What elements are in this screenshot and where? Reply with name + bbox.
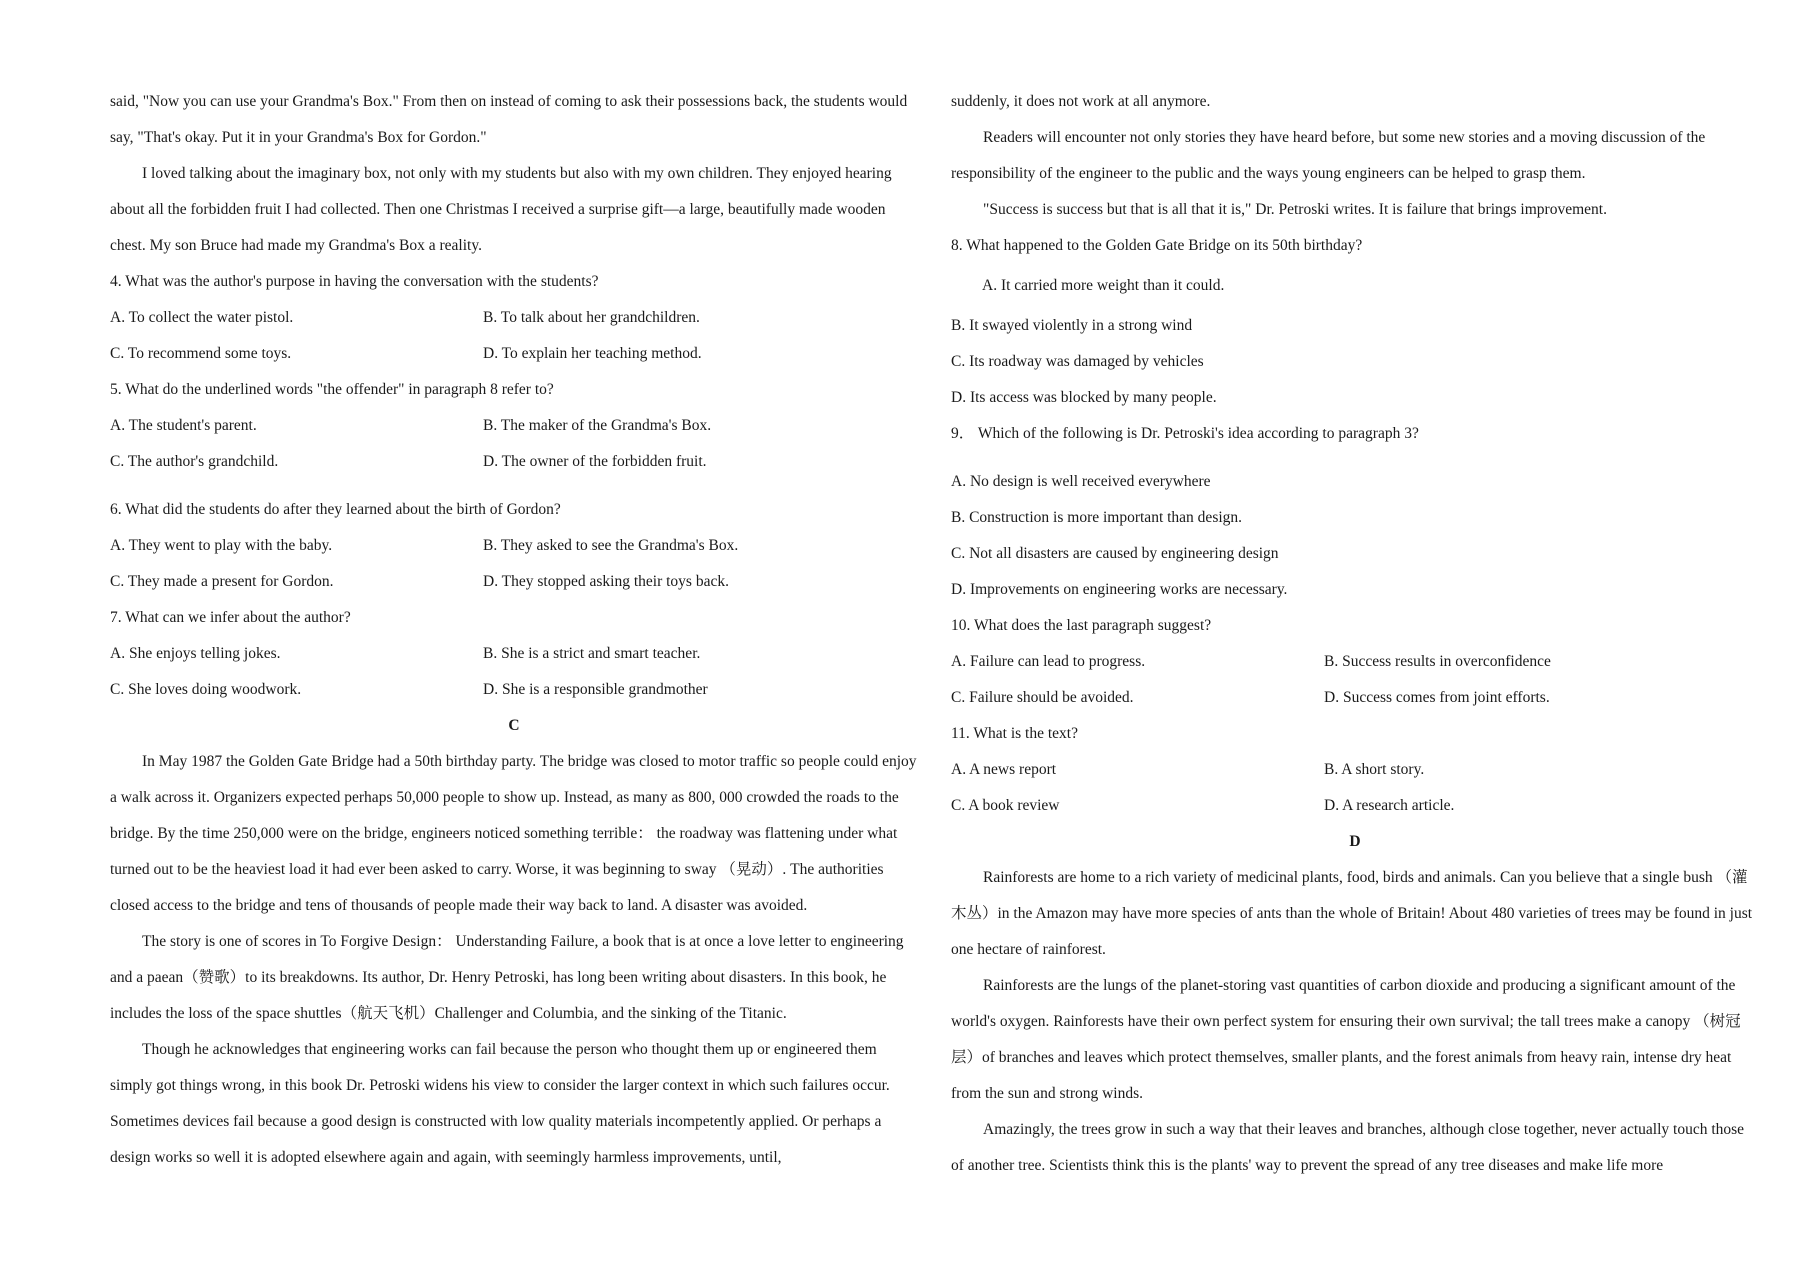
question-stem: 8. What happened to the Golden Gate Bridge on its 50th birthday? xyxy=(951,237,1363,254)
option-b: B. The maker of the Grandma's Box. xyxy=(483,417,712,434)
question-8 xyxy=(951,228,1759,416)
option-c: C. To recommend some toys. xyxy=(110,345,292,362)
option-c: C. Its roadway was damaged by vehicles xyxy=(951,353,1204,370)
question-9 xyxy=(951,416,1759,608)
paragraph-d2: Rainforests are the lungs of the planet-storing vast quantities of carbon dioxide and producing a significant amount of the world's oxygen. Rainforests have their own perfect system for ensuring their own survival; the tall trees make a canopy （树冠层）of branches and leaves which protect themselves, smaller plants, and the forest animals from heavy rain, intense dry heat from the sun and strong winds. xyxy=(951,977,1741,1102)
option-d: D. To explain her teaching method. xyxy=(483,345,702,362)
paragraph-readers: Readers will encounter not only stories they have heard before, but some new stories and a moving discussion of the responsibility of the engineer to the public and the ways young engineers can be helped to grasp them. xyxy=(951,129,1706,182)
option-b: B. She is a strict and smart teacher. xyxy=(483,645,701,662)
option-d: D. They stopped asking their toys back. xyxy=(483,573,729,590)
option-a: A. The student's parent. xyxy=(110,417,257,434)
question-stem: 11. What is the text? xyxy=(951,725,1078,742)
option-c: C. The author's grandchild. xyxy=(110,453,279,470)
option-d: D. Improvements on engineering works are necessary. xyxy=(951,581,1288,598)
option-c: C. She loves doing woodwork. xyxy=(110,681,302,698)
paragraph-c3: Though he acknowledges that engineering works can fail because the person who thought them up or engineered them simply got things wrong, in this book Dr. Petroski widens his view to consider the larger context in which such failures occur. Sometimes devices fail because a good design is constructed with low quality materials incompetently applied. Or perhaps a design works so well it is adopted elsewhere again and again, with seemingly harmless improvements, until, xyxy=(110,1041,890,1166)
question-stem: 6. What did the students do after they learned about the birth of Gordon? xyxy=(110,501,561,518)
option-b: B. To talk about her grandchildren. xyxy=(483,309,700,326)
option-b: B. They asked to see the Grandma's Box. xyxy=(483,537,739,554)
paragraph-d1: Rainforests are home to a rich variety of medicinal plants, food, birds and animals. Can you believe that a single bush （灌木丛）in the Amazon may have more species of ants than the whole of Britain! About 480 varieties of trees may be found in just one hectare of rainforest. xyxy=(951,869,1753,958)
option-b: B. Success results in overconfidence xyxy=(1324,653,1551,670)
option-a: A. No design is well received everywhere xyxy=(951,473,1211,490)
option-c: C. Not all disasters are caused by engineering design xyxy=(951,545,1279,562)
option-b: B. A short story. xyxy=(1324,761,1425,778)
paragraph-continued: suddenly, it does not work at all anymore. xyxy=(951,93,1211,110)
question-10 xyxy=(951,608,1759,716)
option-a: A. They went to play with the baby. xyxy=(110,537,333,554)
question-stem: 5. What do the underlined words "the offender" in paragraph 8 refer to? xyxy=(110,381,554,398)
question-stem: 10. What does the last paragraph suggest? xyxy=(951,617,1212,634)
section-heading-d: D xyxy=(1349,833,1361,850)
left-column xyxy=(110,84,918,1176)
option-b: B. Construction is more important than design. xyxy=(951,509,1243,526)
option-d: D. She is a responsible grandmother xyxy=(483,681,708,698)
option-a: A. A news report xyxy=(951,761,1057,778)
option-d: D. Success comes from joint efforts. xyxy=(1324,689,1550,706)
option-a: A. She enjoys telling jokes. xyxy=(110,645,281,662)
question-stem: 9． Which of the following is Dr. Petroski's idea according to paragraph 3? xyxy=(951,425,1419,442)
paragraph-success: "Success is success but that is all that it is," Dr. Petroski writes. It is failure that brings improvement. xyxy=(983,201,1607,218)
question-11 xyxy=(951,716,1759,824)
option-b: B. It swayed violently in a strong wind xyxy=(951,317,1193,334)
question-4 xyxy=(110,264,918,372)
option-d: D. Its access was blocked by many people. xyxy=(951,389,1217,406)
paragraph-imaginary-box: I loved talking about the imaginary box, not only with my students but also with my own children. They enjoyed hearing about all the forbidden fruit I had collected. Then one Christmas I received a surprise gift—a large, beautifully made wooden chest. My son Bruce had made my Grandma's Box a reality. xyxy=(110,165,892,254)
question-5 xyxy=(110,372,918,480)
option-c: C. Failure should be avoided. xyxy=(951,689,1134,706)
question-stem: 7. What can we infer about the author? xyxy=(110,609,351,626)
option-a: A. Failure can lead to progress. xyxy=(951,653,1146,670)
option-d: D. A research article. xyxy=(1324,797,1455,814)
question-6 xyxy=(110,492,918,600)
paragraph-d3: Amazingly, the trees grow in such a way that their leaves and branches, although close together, never actually touch those of another tree. Scientists think this is the plants' way to prevent the spread of any tree diseases and make life more xyxy=(951,1121,1745,1174)
paragraph-intro: said, "Now you can use your Grandma's Box." From then on instead of coming to ask their possessions back, the students would say, "That's okay. Put it in your Grandma's Box for Gordon." xyxy=(110,93,908,146)
question-7 xyxy=(110,600,918,708)
option-c: C. A book review xyxy=(951,797,1060,814)
paragraph-c1: In May 1987 the Golden Gate Bridge had a 50th birthday party. The bridge was closed to motor traffic so people could enjoy a walk across it. Organizers expected perhaps 50,000 people to show up. Instead, as many as 800, 000 crowded the roads to the bridge. By the time 250,000 were on the bridge, engineers noticed something terrible： the roadway was flattening under what turned out to be the heaviest load it had ever been asked to carry. Worse, it was beginning to sway （晃动）. The authorities closed access to the bridge and tens of thousands of people made their way back to land. A disaster was avoided. xyxy=(110,753,917,914)
option-a: A. To collect the water pistol. xyxy=(110,309,294,326)
option-d: D. The owner of the forbidden fruit. xyxy=(483,453,707,470)
option-c: C. They made a present for Gordon. xyxy=(110,573,334,590)
right-column xyxy=(951,84,1759,1184)
paragraph-c2: The story is one of scores in To Forgive Design： Understanding Failure, a book that is at once a love letter to engineering and a paean（赞歌）to its breakdowns. Its author, Dr. Henry Petroski, has long been writing about disasters. In this book, he includes the loss of the space shuttles（航天飞机）Challenger and Columbia, and the sinking of the Titanic. xyxy=(110,933,904,1022)
option-a: A. It carried more weight than it could. xyxy=(982,277,1225,294)
section-heading-c: C xyxy=(508,717,520,734)
question-stem: 4. What was the author's purpose in having the conversation with the students? xyxy=(110,273,599,290)
